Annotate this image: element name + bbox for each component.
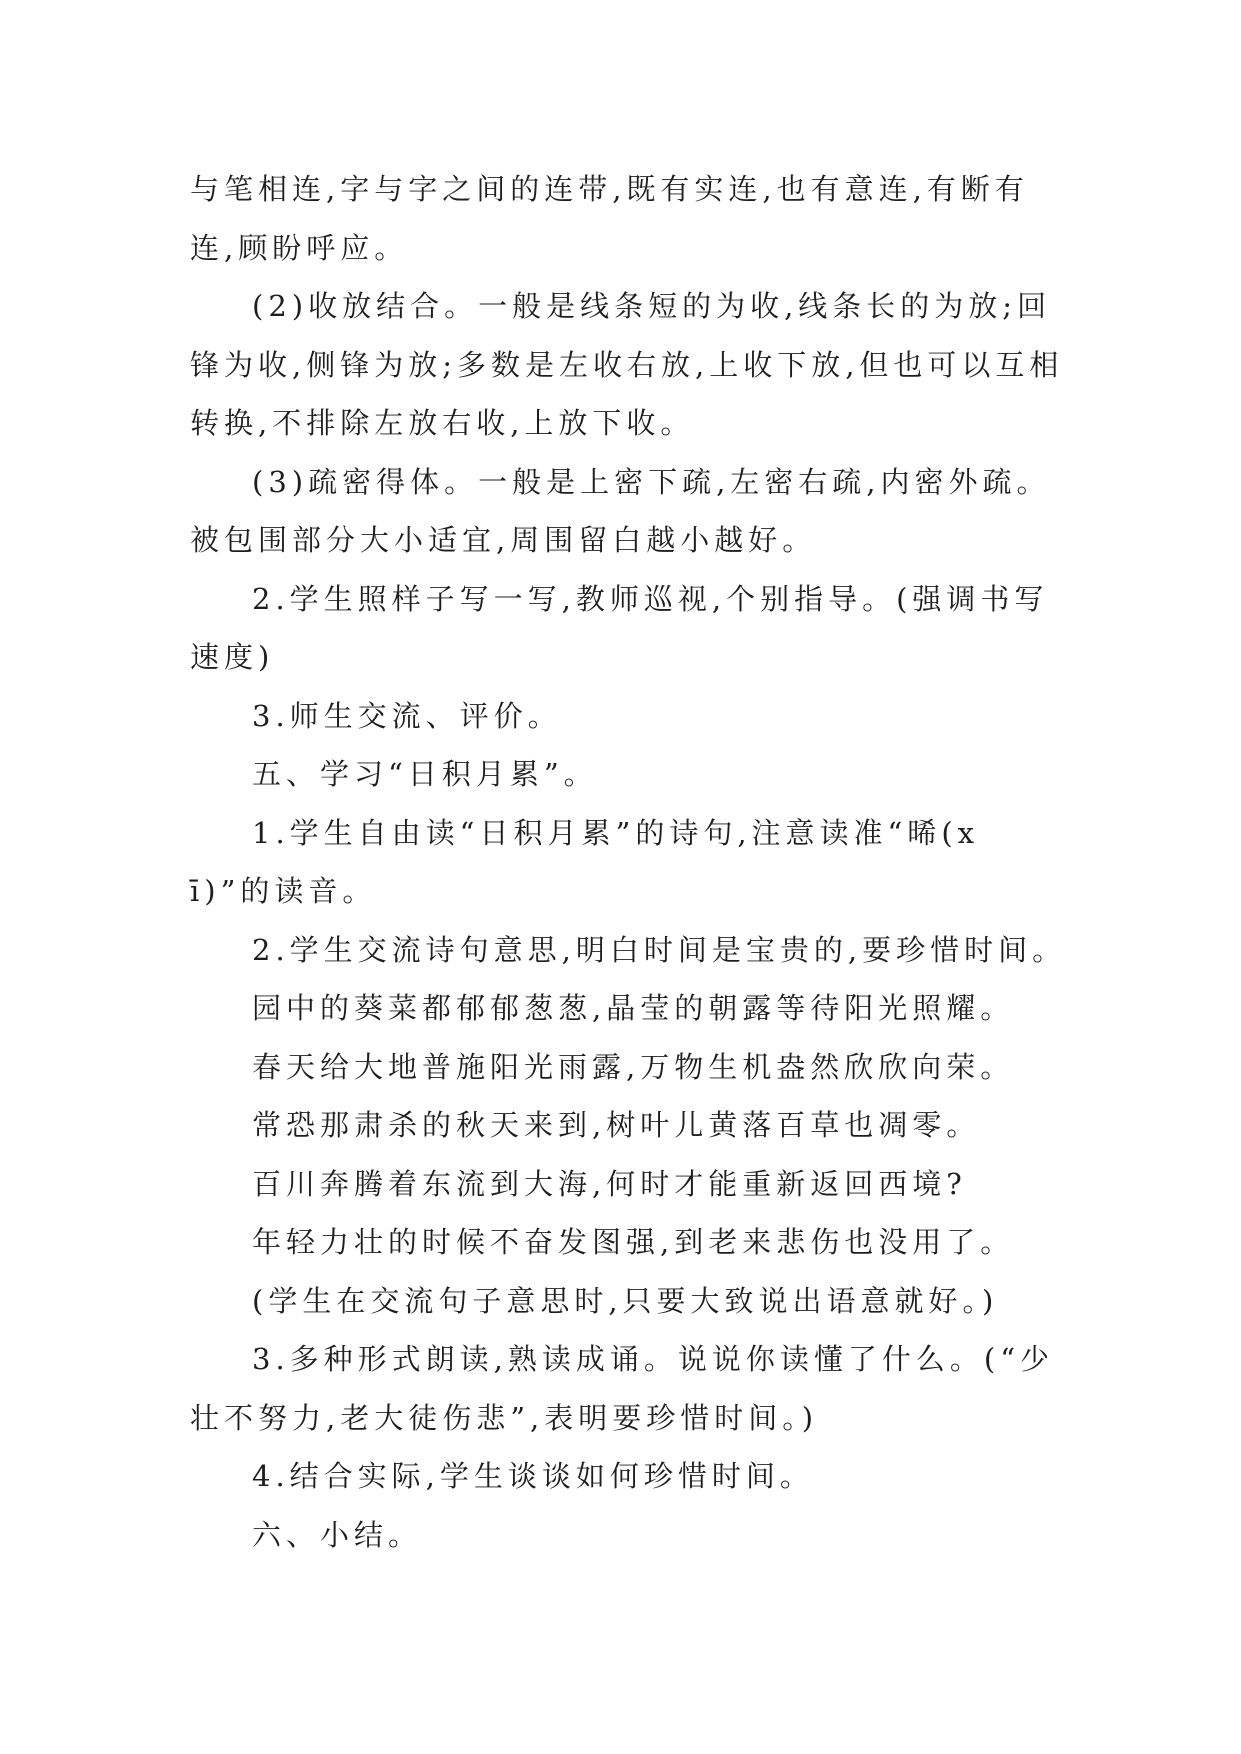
text-line: (学生在交流句子意思时,只要大致说出语意就好。) [252, 1283, 999, 1318]
text-line: 六、小结。 [252, 1517, 423, 1552]
poem-line-4 [190, 1155, 1060, 1214]
text-line: 3.多种形式朗读,熟读成诵。说说你读懂了什么。(“少 [252, 1342, 1055, 1376]
text-line: 年轻力壮的时候不奋发图强,到老来悲伤也没用了。 [252, 1225, 1015, 1259]
paragraph-2 [190, 277, 1064, 453]
text-line: 4.结合实际,学生谈谈如何珍惜时间。 [252, 1459, 814, 1493]
text-line: 春天给大地普施阳光雨露,万物生机盎然欣欣向荣。 [252, 1049, 1015, 1084]
text-line: 2.学生照样子写一写,教师巡视,个别指导。(强调书写 [252, 581, 1049, 616]
text-line: 五、学习“日积月累”。 [252, 757, 598, 791]
text-line: 被包围部分大小适宜,周围留白越小越好。 [190, 523, 817, 557]
poem-line-5 [190, 1213, 1060, 1272]
text-line: 百川奔腾着东流到大海,何时才能重新返回西境? [252, 1166, 967, 1201]
section-heading-6 [190, 1506, 1060, 1565]
text-line: 转换,不排除左放右收,上放下收。 [190, 406, 695, 440]
paragraph-15 [190, 1330, 1060, 1447]
paragraph-4 [190, 570, 1060, 687]
document-body [190, 160, 1067, 1564]
text-line: 连,顾盼呼应。 [190, 230, 409, 265]
poem-line-2 [190, 1038, 1060, 1097]
text-line: 1.学生自由读“日积月累”的诗句,注意读准“晞(x [252, 815, 980, 850]
text-line: (2)收放结合。一般是线条短的为收,线条长的为放;回 [252, 289, 1052, 323]
text-line: 与笔相连,字与字之间的连带,既有实连,也有意连,有断有 [190, 172, 1029, 206]
paragraph-5 [190, 687, 1060, 746]
text-line: (3)疏密得体。一般是上密下疏,左密右疏,内密外疏。 [252, 464, 1051, 499]
poem-line-1 [190, 979, 1060, 1038]
text-line: 常恐那肃杀的秋天来到,树叶儿黄落百草也凋零。 [252, 1108, 981, 1142]
paragraph-16 [190, 1447, 1060, 1506]
paragraph-1 [190, 160, 1060, 277]
paragraph-7 [190, 804, 1060, 921]
text-line: ī)”的读音。 [190, 874, 377, 908]
text-line: 锋为收,侧锋为放;多数是左收右放,上收下放,但也可以互相 [190, 347, 1064, 382]
text-line: 园中的葵菜都郁郁葱葱,晶莹的朝露等待阳光照耀。 [252, 991, 1015, 1025]
poem-note [190, 1272, 1060, 1331]
text-line: 2.学生交流诗句意思,明白时间是宝贵的,要珍惜时间。 [252, 932, 1067, 967]
section-heading-5 [190, 745, 1060, 804]
text-line: 3.师生交流、评价。 [252, 698, 562, 733]
poem-line-3 [190, 1096, 1060, 1155]
paragraph-8 [190, 921, 1067, 980]
text-line: 壮不努力,老大徒伤悲”,表明要珍惜时间。) [190, 1400, 819, 1435]
paragraph-3 [190, 453, 1060, 570]
text-line: 速度) [190, 640, 275, 674]
